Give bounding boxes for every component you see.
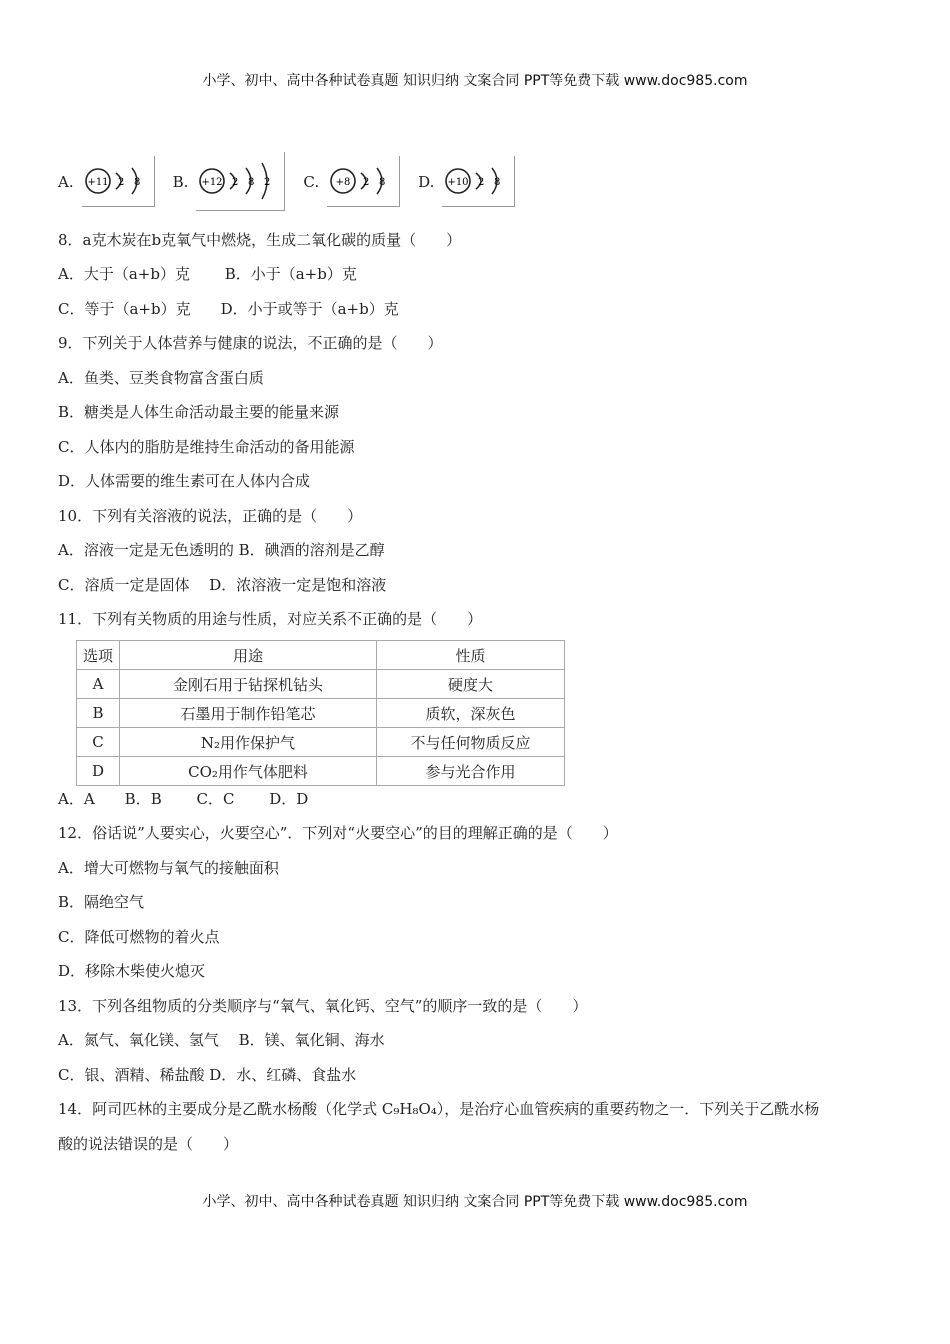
text-line: 14．阿司匹林的主要成分是乙酰水杨酸（化学式 C₉H₈O₄），是治疗心血管疾病的重要药物之一．下列关于乙酰水杨 xyxy=(58,1100,820,1119)
table-row xyxy=(77,699,565,728)
shell-electron-count: 2 xyxy=(117,177,124,188)
text-line: A．鱼类、豆类食物富含蛋白质 xyxy=(58,368,264,387)
table-header-row xyxy=(77,641,565,670)
atom-structure-diagram xyxy=(442,156,515,207)
text-line: 12．俗话说”人要实心，火要空心”．下列对“火要空心”的目的理解正确的是（ ） xyxy=(58,824,618,843)
text-line: 8．a克木炭在b克氧气中燃烧，生成二氧化碳的质量（ ） xyxy=(58,231,462,249)
table-header: 选项 xyxy=(77,641,120,670)
text-line: A．氮气、氧化镁、氢气 B．镁、氧化铜、海水 xyxy=(58,1031,385,1050)
table-cell: 不与任何物质反应 xyxy=(377,728,565,757)
table-row xyxy=(77,728,565,757)
table-cell: 质软，深灰色 xyxy=(377,699,565,728)
shell-electron-count: 2 xyxy=(363,177,370,188)
table-cell: 金刚石用于钻探机钻头 xyxy=(120,670,377,699)
nucleus-charge: +11 xyxy=(87,177,109,188)
table-row xyxy=(77,670,565,699)
text-line: B．糖类是人体生命活动最主要的能量来源 xyxy=(58,403,340,422)
option-label: B. xyxy=(172,172,189,191)
table-header: 用途 xyxy=(120,641,377,670)
text-line: 9．下列关于人体营养与健康的说法，不正确的是（ ） xyxy=(58,334,443,353)
shell-electron-count: 8 xyxy=(494,177,501,188)
q7-options xyxy=(58,152,533,211)
atom-structure-diagram xyxy=(82,156,155,207)
table-cell: 参与光合作用 xyxy=(377,757,565,786)
shell-electron-count: 2 xyxy=(264,177,271,188)
table-header: 性质 xyxy=(377,641,565,670)
nucleus-charge: +12 xyxy=(201,177,223,188)
shell-electron-count: 8 xyxy=(379,177,386,188)
text-line: A．大于（a+b）克 B．小于（a+b）克 xyxy=(58,265,357,284)
shell-electron-count: 2 xyxy=(478,177,485,188)
shell-electron-count: 8 xyxy=(133,177,140,188)
text-line: D．人体需要的维生素可在人体内合成 xyxy=(58,472,311,491)
q11-table xyxy=(76,640,565,786)
text-line: C．降低可燃物的着火点 xyxy=(58,927,220,946)
table-cell: C xyxy=(77,728,120,757)
option-label: D. xyxy=(418,172,435,191)
text-line: A．A B．B C．C D．D xyxy=(58,790,309,808)
table-cell: N₂用作保护气 xyxy=(120,728,377,757)
shell-electron-count: 2 xyxy=(232,177,239,188)
table-cell: D xyxy=(77,757,120,786)
text-line: 10．下列有关溶液的说法，正确的是（ ） xyxy=(58,506,363,525)
table-cell: A xyxy=(77,670,120,699)
nucleus-charge: +8 xyxy=(335,177,351,188)
atom-structure-diagram xyxy=(196,152,285,211)
text-line: C．银、酒精、稀盐酸 D．水、红磷、食盐水 xyxy=(58,1065,357,1084)
text-line: 13．下列各组物质的分类顺序与“氧气、氧化钙、空气”的顺序一致的是（ ） xyxy=(58,996,588,1015)
table-cell: B xyxy=(77,699,120,728)
text-line: C．人体内的脂肪是维持生命活动的备用能源 xyxy=(58,437,355,456)
table-cell: 硬度大 xyxy=(377,670,565,699)
table-cell: CO₂用作气体肥料 xyxy=(120,757,377,786)
text-line: C．等于（a+b）克 D．小于或等于（a+b）克 xyxy=(58,299,399,318)
shell-electron-count: 8 xyxy=(248,177,255,188)
page-header: 小学、初中、高中各种试卷真题 知识归纳 文案合同 PPT等免费下载 www.doc985.com xyxy=(202,73,748,89)
text-line: D．移除木柴使火熄灭 xyxy=(58,962,206,981)
text-line: 11．下列有关物质的用途与性质，对应关系不正确的是（ ） xyxy=(58,609,483,628)
text-line: C．溶质一定是固体 D．浓溶液一定是饱和溶液 xyxy=(58,575,387,594)
text-line: A．增大可燃物与氧气的接触面积 xyxy=(58,858,279,877)
text-line: 酸的说法错误的是（ ） xyxy=(58,1134,239,1153)
table-row xyxy=(77,757,565,786)
nucleus-charge: +10 xyxy=(447,177,469,188)
atom-structure-diagram xyxy=(327,156,400,207)
text-line: A．溶液一定是无色透明的 B．碘酒的溶剂是乙醇 xyxy=(58,541,385,560)
text-line: B．隔绝空气 xyxy=(58,893,145,912)
page-footer: 小学、初中、高中各种试卷真题 知识归纳 文案合同 PPT等免费下载 www.doc985.com xyxy=(202,1194,748,1210)
table-cell: 石墨用于制作铅笔芯 xyxy=(120,699,377,728)
option-label: C. xyxy=(303,172,320,191)
option-label: A. xyxy=(58,172,74,191)
